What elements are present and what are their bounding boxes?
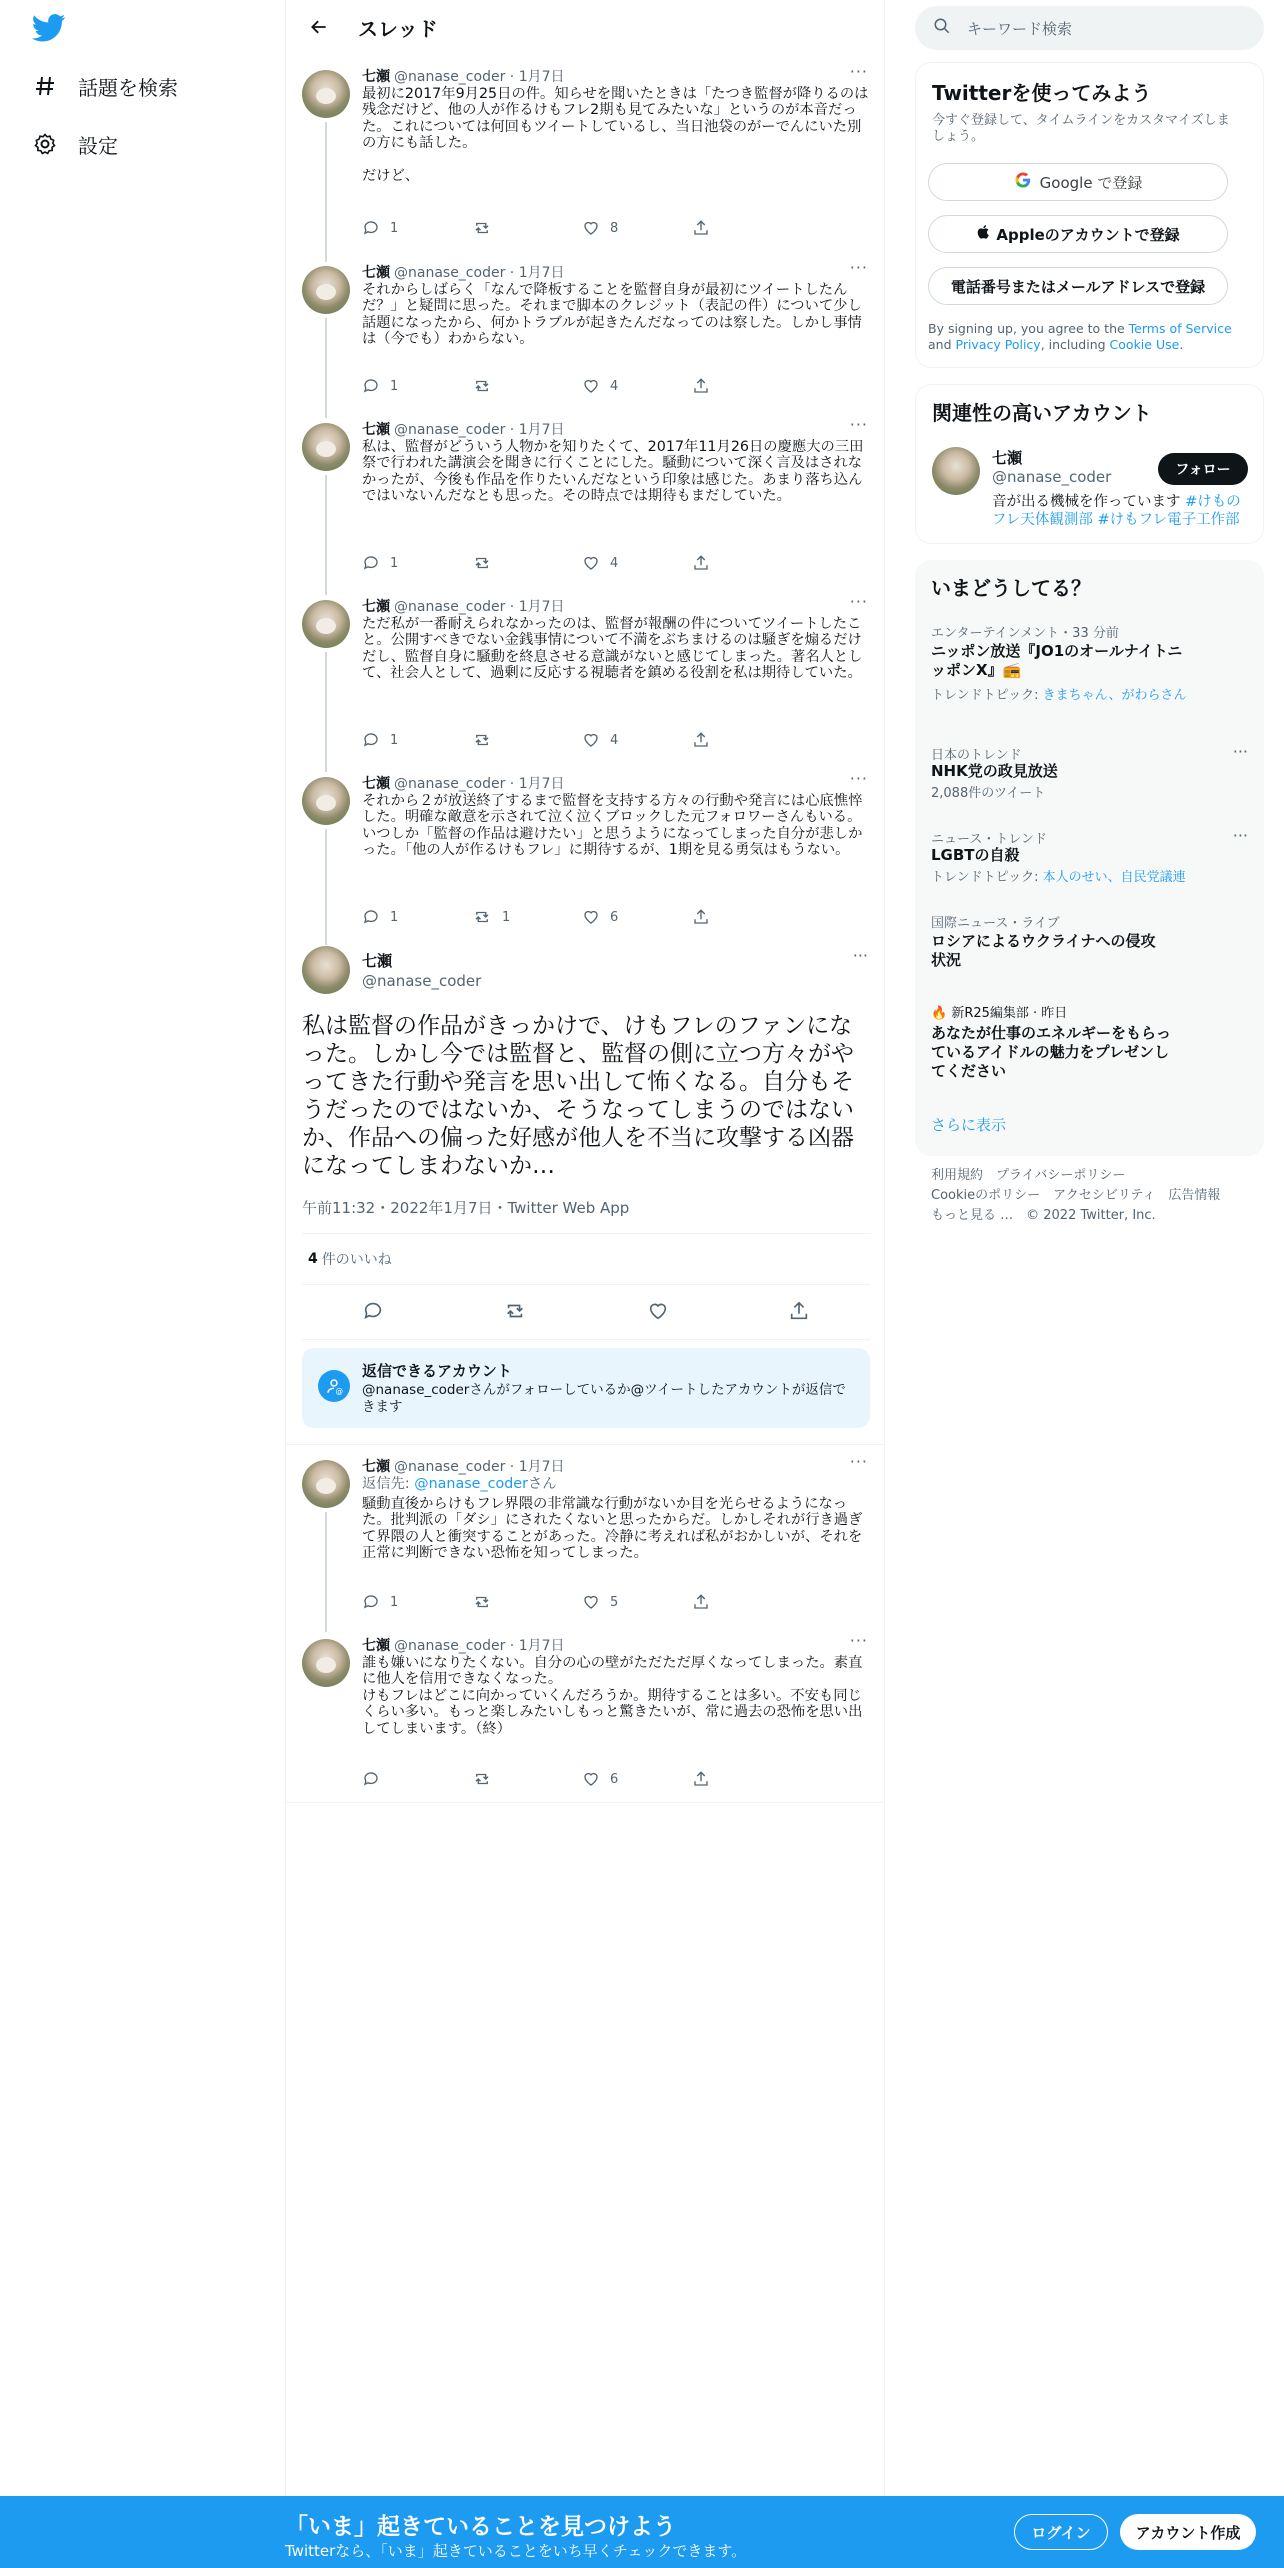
tweet-actions (362, 907, 802, 927)
nav-explore-label: 話題を検索 (78, 75, 178, 100)
twitter-logo-icon[interactable] (32, 14, 66, 42)
avatar[interactable] (302, 600, 350, 648)
like-count: 4 (610, 378, 619, 394)
retweet-icon (472, 1770, 492, 1788)
thread-line (325, 475, 327, 595)
trend-topic-link[interactable]: きまちゃん、がわらさん (1042, 688, 1187, 703)
reply-count: 1 (390, 555, 399, 571)
tweet-actions (362, 1769, 802, 1789)
author-handle: @nanase_coder (394, 422, 506, 438)
related-accounts-panel (915, 384, 1264, 544)
reply-to-link[interactable]: @nanase_coder (414, 1476, 528, 1492)
like-count: 6 (610, 909, 619, 925)
search-bar[interactable] (915, 6, 1264, 50)
reply-count: 1 (390, 1594, 399, 1610)
trend-category: エンターテインメント・33 分前 (931, 626, 1119, 641)
author-name: 七瀬 (362, 1459, 390, 1475)
share-icon (692, 731, 710, 749)
trends-panel: いまどうしてる？ エンターテインメント・33 分前 ニッポン放送『JO1のオールナイトニッポンX』📻 トレンドトピック: きまちゃん、がわらさん 日本のトレンド NHK党の政見放送 2,088件のツイート ··· ニュース・トレンド LGBTの自殺 トレンドトピック: 本人のせい、自民党議連 ··· 国際ニュース・ライブ ロシアによるウクライナへの侵攻状況 🔥 新R25編集部 · 昨日 あなたが仕事のエネルギーをもらっているアイドルの魅力をプレゼンしてください さらに表示 (915, 560, 1264, 1156)
tweet[interactable] (302, 415, 870, 579)
more-options-icon[interactable]: ··· (849, 415, 868, 434)
google-signup-button[interactable] (928, 163, 1228, 201)
heart-icon (582, 219, 600, 237)
author-name: 七瀬 (362, 265, 390, 281)
tweet-header: 七瀬 @nanase_coder · 1月7日 (362, 776, 565, 792)
left-navigation (0, 0, 285, 2568)
prompt-title: 「いま」起きていることを見つけよう (285, 2514, 676, 2540)
related-handle[interactable]: @nanase_coder (992, 468, 1112, 486)
show-more-link[interactable]: さらに表示 (931, 1116, 1007, 1134)
like-button[interactable] (582, 730, 692, 750)
tweet[interactable] (302, 258, 870, 402)
reply-icon (362, 908, 380, 926)
share-button[interactable] (692, 218, 802, 238)
related-bio: 音が出る機械を作っています #けものフレ天体観測部 #けもフレ電子工作部 (992, 494, 1241, 528)
avatar[interactable] (302, 946, 350, 994)
tweet-header: 七瀬 @nanase_coder · 1月7日 (362, 599, 565, 615)
tweet-actions (362, 553, 802, 573)
terms-notice: By signing up, you agree to the Terms of Service and Privacy Policy, including Cookie Use. (928, 321, 1232, 352)
share-button[interactable] (692, 376, 802, 396)
trend-tweet-count: 2,088件のツイート (931, 786, 1046, 801)
likes-label: 件のいいね (321, 1252, 392, 1268)
share-icon (692, 377, 710, 395)
author-name: 七瀬 (362, 422, 390, 438)
like-count: 4 (610, 732, 619, 748)
tweet-header: 七瀬 @nanase_coder · 1月7日 (362, 1459, 565, 1475)
apple-signup-label: Appleのアカウントで登録 (996, 225, 1180, 244)
avatar[interactable] (302, 777, 350, 825)
author-handle: @nanase_coder (394, 1459, 506, 1475)
nav-explore[interactable] (32, 64, 178, 108)
more-options-icon[interactable]: ··· (1232, 742, 1248, 761)
back-arrow-icon[interactable] (304, 12, 334, 42)
related-title: 関連性の高いアカウント (932, 401, 1152, 425)
reply-icon[interactable] (362, 1300, 384, 1326)
thread-line (325, 318, 327, 418)
like-count: 8 (610, 220, 619, 236)
retweet-button[interactable] (472, 218, 582, 238)
likes-count: 4 (308, 1251, 318, 1267)
tweet-text: それからしばらく「なんで降板することを監督自身が最初にツイートしたんだ？」と疑問に思った。それまで脚本のクレジット（表記の件）について少し話題になったから、何かトラブルが起きたんだなってのは察した。しかし事情は（今でも）わからない。 (362, 282, 862, 348)
author-handle: @nanase_coder (394, 69, 506, 85)
trend-topic-link[interactable]: 本人のせい、自民党議連 (1042, 870, 1186, 885)
tweet-text: ただ私が一番耐えられなかったのは、監督が報酬の件についてツイートしたこと。公開すべきでない金銭事情について不満をぶちまけるのは騒ぎを煽るだけだし、監督自身に騒動を終息させる意識がないと感じてしまった。著名人として、社会人として、過剰に反応する視聴者を鎮める役割を私は期待していた。 (362, 616, 863, 682)
tweet-date: 1月7日 (518, 265, 565, 281)
reply-icon (362, 1770, 380, 1788)
reply-to-line: 返信先: @nanase_coderさん (362, 1476, 557, 1492)
tweet-date: 1月7日 (518, 776, 565, 792)
share-icon (692, 1593, 710, 1611)
apple-icon (976, 223, 992, 245)
apple-signup-button[interactable] (928, 215, 1228, 253)
author-name: 七瀬 (362, 69, 390, 85)
more-options-icon[interactable]: ··· (852, 946, 868, 965)
tweet-actions (302, 1286, 870, 1340)
phone-email-signup-button[interactable] (928, 267, 1228, 305)
more-options-icon[interactable]: ··· (849, 62, 868, 81)
reply-box-title: 返信できるアカウント (362, 1362, 512, 1380)
trend-title: ニッポン放送『JO1のオールナイトニッポンX』📻 (931, 642, 1183, 679)
hashtag-link[interactable]: #けもフレ電子工作部 (1092, 512, 1240, 528)
like-button[interactable] (582, 1592, 692, 1612)
heart-icon[interactable] (647, 1300, 669, 1326)
retweet-button[interactable] (472, 730, 582, 750)
tweet-text: 誰も嫌いになりたくない。自分の心の壁がただただ厚くなってしまった。素直に他人を信用できなくなった。 けもフレはどこに向かっていくんだろうか。期待することは多い。不安も同じくらい多い。もっと楽しみたいしもっと驚きたいが、常に過去の恐怖を思い出してしまいます。（終） (362, 1655, 863, 1737)
reply-button[interactable] (362, 553, 472, 573)
likes-summary[interactable] (302, 1233, 870, 1285)
phone-signup-label: 電話番号またはメールアドレスで登録 (950, 277, 1206, 296)
trend-category: 国際ニュース・ライブ (931, 916, 1060, 931)
author-handle: @nanase_coder (394, 776, 506, 792)
retweet-icon (472, 731, 492, 749)
share-button[interactable] (692, 553, 802, 573)
signup-button[interactable]: アカウント作成 (1120, 2514, 1256, 2550)
cookie-link[interactable]: Cookie Use (1109, 337, 1180, 352)
tweet-header: 七瀬 @nanase_coder · 1月7日 (362, 265, 565, 281)
signup-subtitle: 今すぐ登録して、タイムラインをカスタマイズしましょう。 (932, 113, 1230, 144)
retweet-button[interactable] (472, 1592, 582, 1612)
tweet[interactable] (302, 1452, 870, 1616)
trend-title: NHK党の政見放送 (931, 762, 1058, 780)
avatar[interactable] (932, 447, 980, 495)
search-input[interactable]: キーワード検索 (967, 19, 1073, 38)
trend-category: 日本のトレンド (931, 748, 1022, 763)
signup-panel (915, 62, 1264, 368)
tweet-text: 私は、監督がどういう人物かを知りたくて、2017年11月26日の慶應大の三田祭で行われた講演会を聞きに行くことにした。騒動について深く言及はされなかったが、今後も作品を作りたいんだなという印象は感じた。あまり落ち込んではいないんだなとも思った。その時点では期待もまだしていた。 (362, 439, 864, 505)
trend-title: ロシアによるウクライナへの侵攻状況 (931, 932, 1156, 969)
reply-button[interactable] (362, 376, 472, 396)
heart-icon (582, 1593, 600, 1611)
retweet-icon (472, 908, 492, 926)
like-button[interactable] (582, 376, 692, 396)
mention-user-icon (318, 1370, 350, 1402)
follow-button[interactable]: フォロー (1158, 453, 1248, 485)
signup-prompt-bar (0, 2496, 1284, 2568)
retweet-button[interactable] (472, 553, 582, 573)
prompt-subtitle: Twitterなら、「いま」起きていることをいち早くチェックできます。 (285, 2542, 747, 2560)
tweet-header: 七瀬 @nanase_coder · 1月7日 (362, 69, 565, 85)
heart-icon (582, 554, 600, 572)
retweet-button[interactable] (472, 907, 582, 927)
more-options-icon[interactable]: ··· (849, 769, 868, 788)
retweet-button[interactable] (472, 1769, 582, 1789)
heart-icon (582, 1770, 600, 1788)
footer-links (931, 1166, 1251, 1226)
trend-source: 🔥 新R25編集部 · 昨日 (931, 1006, 1068, 1021)
author-name: 七瀬 (362, 776, 390, 792)
tweet-date: 1月7日 (518, 1638, 565, 1654)
login-button[interactable]: ログイン (1014, 2514, 1108, 2550)
page-title: スレッド (358, 16, 438, 41)
share-button[interactable] (692, 1592, 802, 1612)
reply-box-description: @nanase_coderさんがフォローしているか@ツイートしたアカウントが返信できます (362, 1382, 846, 1415)
like-count: 4 (610, 555, 619, 571)
like-button[interactable] (582, 553, 692, 573)
tweet-text: 騒動直後からけもフレ界隈の非常識な行動がないか目を光らせるようになった。批判派の「ダシ」にされたくないと思ったからだ。しかしそれが行き過ぎて界隈の人と衝突することがあった。冷静に考えれば私がおかしいが、それを正常に判断できない恐怖を知ってしまった。 (362, 1496, 863, 1562)
google-icon (1014, 171, 1032, 193)
nav-settings[interactable] (32, 122, 118, 166)
thread-line (325, 122, 327, 262)
tweet-actions (362, 376, 802, 396)
footer-line[interactable]: Cookieのポリシー アクセシビリティ 広告情報 (931, 1188, 1221, 1203)
terms-link[interactable]: Terms of Service (1128, 321, 1232, 336)
tweet[interactable] (302, 62, 870, 246)
author-handle: @nanase_coder (394, 265, 506, 281)
more-options-icon[interactable]: ··· (849, 258, 868, 277)
retweet-icon (472, 1593, 492, 1611)
tweet-text: 私は監督の作品がきっかけで、けもフレのファンになった。しかし今では監督と、監督の側に立つ方々がやってきた行動や発言を思い出して怖くなる。自分もそうだったのではないか、そうなってしまうのではないか、作品への偏った好感が他人を不当に攻撃する凶器になってしまわないか… (302, 1013, 854, 1179)
author-name: 七瀬 (362, 1638, 390, 1654)
tweet[interactable] (302, 1631, 870, 1795)
footer-line[interactable]: 利用規約 プライバシーポリシー (931, 1168, 1126, 1183)
reply-button[interactable] (362, 1592, 472, 1612)
more-options-icon[interactable]: ··· (1232, 826, 1248, 845)
footer-line[interactable]: もっと見る … © 2022 Twitter, Inc. (931, 1208, 1156, 1223)
like-button[interactable] (582, 1769, 692, 1789)
tweet-actions (362, 730, 802, 750)
reply-button[interactable] (362, 218, 472, 238)
like-button[interactable] (582, 907, 692, 927)
tweet[interactable] (302, 592, 870, 756)
retweet-icon (472, 219, 492, 237)
avatar[interactable] (302, 266, 350, 314)
reply-icon (362, 1593, 380, 1611)
avatar[interactable] (302, 1460, 350, 1508)
share-button[interactable] (692, 730, 802, 750)
thread-header (286, 0, 884, 54)
tweet-date: 1月7日 (518, 69, 565, 85)
tweet-header: 七瀬 @nanase_coder · 1月7日 (362, 422, 565, 438)
share-icon (692, 1770, 710, 1788)
hashtag-icon (32, 73, 58, 99)
avatar[interactable] (302, 1639, 350, 1687)
author-handle: @nanase_coder (394, 599, 506, 615)
reply-count: 1 (390, 378, 399, 394)
avatar[interactable] (302, 70, 350, 118)
author-name[interactable]: 七瀬 (362, 952, 393, 970)
divider (286, 1802, 884, 1803)
main-column (285, 0, 885, 2500)
trend-title: あなたが仕事のエネルギーをもらっているアイドルの魅力をプレゼンしてください (931, 1024, 1172, 1080)
retweet-count: 1 (502, 909, 511, 925)
tweet-date: 1月7日 (518, 599, 565, 615)
share-icon (692, 908, 710, 926)
heart-icon (582, 908, 600, 926)
privacy-link[interactable]: Privacy Policy (955, 337, 1041, 352)
share-icon[interactable] (788, 1300, 810, 1326)
thread-line (325, 829, 327, 945)
thread-line (325, 1512, 327, 1632)
signup-title: Twitterを使ってみよう (932, 81, 1152, 105)
more-options-icon[interactable]: ··· (849, 592, 868, 611)
tweet-actions (362, 1592, 802, 1612)
share-icon (692, 554, 710, 572)
reply-icon (362, 377, 380, 395)
reply-count: 1 (390, 909, 399, 925)
tweet-actions (362, 218, 802, 238)
tweet-date: 1月7日 (518, 422, 565, 438)
reply-count: 1 (390, 220, 399, 236)
trend-title: LGBTの自殺 (931, 846, 1020, 864)
more-options-icon[interactable]: ··· (849, 1452, 868, 1471)
trend-category: ニュース・トレンド (931, 832, 1048, 847)
retweet-icon (472, 377, 492, 395)
search-icon (933, 17, 967, 39)
like-count: 6 (610, 1771, 619, 1787)
avatar[interactable] (302, 423, 350, 471)
related-name[interactable]: 七瀬 (992, 449, 1023, 467)
divider (286, 1444, 884, 1445)
share-button[interactable] (692, 1769, 802, 1789)
retweet-button[interactable] (472, 376, 582, 396)
tweet-text: それから２が放送終了するまで監督を支持する方々の行動や発言には心底憔悴した。明確な敵意を示されて泣く泣くブロックした元フォロワーさんもいる。いつしか「監督の作品は避けたい」と思うようになってしまった自分が悲しかった。「他の人が作るけもフレ」に期待するが、1期を見る勇気はもうない。 (362, 793, 863, 859)
tweet-header: 七瀬 @nanase_coder · 1月7日 (362, 1638, 565, 1654)
share-button[interactable] (692, 907, 802, 927)
share-icon (692, 219, 710, 237)
retweet-icon (472, 554, 492, 572)
more-options-icon[interactable]: ··· (849, 1631, 868, 1650)
nav-settings-label: 設定 (78, 133, 118, 158)
like-count: 5 (610, 1594, 619, 1610)
like-button[interactable] (582, 218, 692, 238)
reply-button[interactable] (362, 730, 472, 750)
tweet[interactable] (302, 769, 870, 933)
google-signup-label: Google で登録 (1039, 173, 1143, 192)
reply-icon (362, 731, 380, 749)
author-handle: @nanase_coder (394, 1638, 506, 1654)
tweet-meta: 午前11:32・2022年1月7日・Twitter Web App (302, 1199, 630, 1217)
author-name: 七瀬 (362, 599, 390, 615)
reply-button[interactable] (362, 907, 472, 927)
heart-icon (582, 377, 600, 395)
heart-icon (582, 731, 600, 749)
author-handle[interactable]: @nanase_coder (362, 972, 482, 990)
tweet-date: 1月7日 (518, 1459, 565, 1475)
reply-icon (362, 554, 380, 572)
thread-line (325, 652, 327, 772)
hashtag-link[interactable]: #けものフレ天体観測部 (992, 494, 1241, 528)
gear-icon (32, 131, 58, 157)
retweet-icon[interactable] (503, 1300, 527, 1326)
reply-count: 1 (390, 732, 399, 748)
reply-restriction-notice (302, 1348, 870, 1428)
tweet-text: 最初に2017年9月25日の件。知らせを聞いたときは「たつき監督が降りるのは残念だけど、他の人が作るけもフレ2期も見てみたいな」というのが本音だった。これについては何回もツイートしているし、当日池袋のがーでんにいた別の方にも話した。 だけど、 (362, 86, 869, 185)
reply-icon (362, 219, 380, 237)
trends-title: いまどうしてる？ (931, 576, 1091, 600)
fire-icon: 🔥 (931, 1006, 948, 1021)
svg-text:@: @ (335, 1386, 343, 1395)
reply-button[interactable] (362, 1769, 472, 1789)
